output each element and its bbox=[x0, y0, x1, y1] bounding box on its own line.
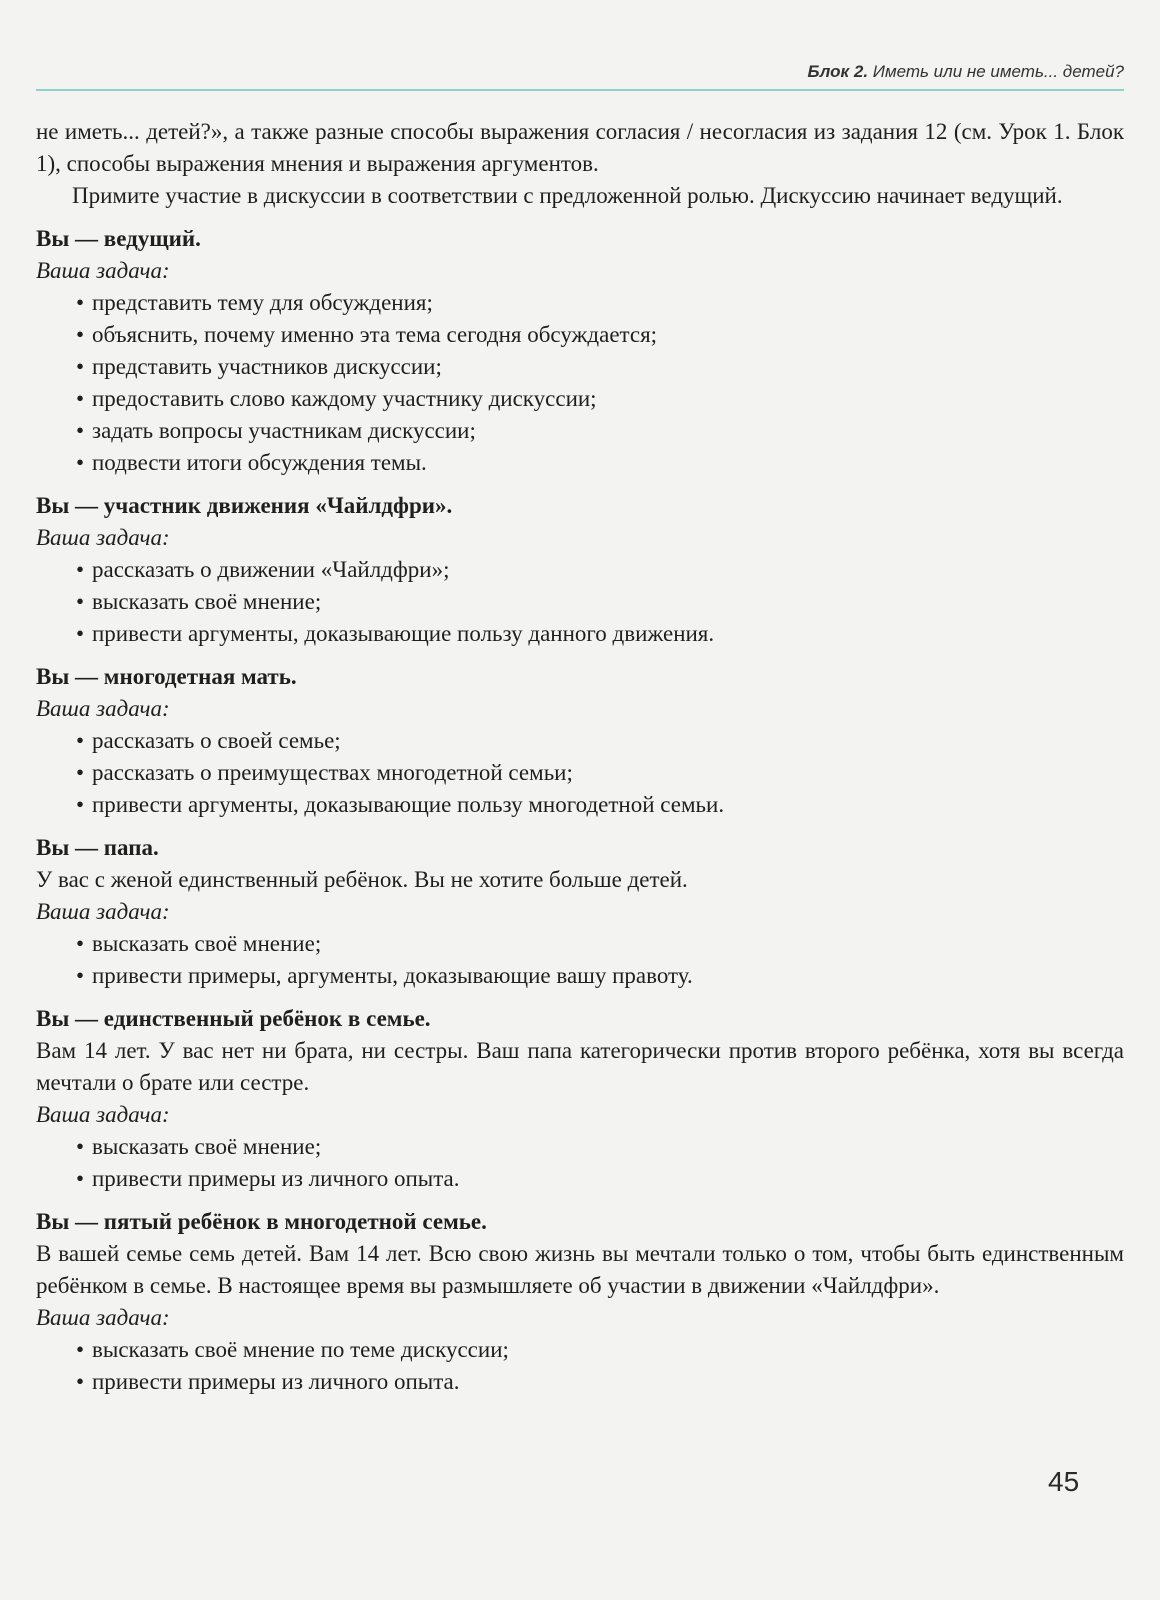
role-title: Вы — участник движения «Чайлдфри». bbox=[36, 493, 453, 518]
task-item: • задать вопросы участникам дискуссии; bbox=[76, 415, 1124, 447]
task-item: • предоставить слово каждому участнику дискуссии; bbox=[76, 383, 1124, 415]
block-title: Иметь или не иметь... детей? bbox=[872, 62, 1124, 81]
task-label: Ваша задача: bbox=[36, 258, 170, 283]
task-item: • привести аргументы, доказывающие пользу данного движения. bbox=[76, 618, 1124, 650]
intro-instruction: Примите участие в дискуссии в соответствии с предложенной ролью. Дискуссию начинает ведущий. bbox=[72, 183, 1063, 208]
page-body bbox=[36, 116, 1124, 1398]
role-description: У вас с женой единственный ребёнок. Вы не хотите больше детей. bbox=[36, 867, 688, 892]
task-item: • привести примеры из личного опыта. bbox=[76, 1366, 1124, 1398]
task-list bbox=[36, 1131, 1124, 1195]
role-fifth-child bbox=[36, 1206, 1124, 1398]
task-item: • высказать своё мнение; bbox=[76, 586, 1124, 618]
task-item: • высказать своё мнение; bbox=[76, 1131, 1124, 1163]
role-host bbox=[36, 223, 1124, 479]
task-item: • рассказать о движении «Чайлдфри»; bbox=[76, 554, 1124, 586]
role-childfree bbox=[36, 490, 1124, 650]
task-label: Ваша задача: bbox=[36, 899, 170, 924]
task-item: • представить участников дискуссии; bbox=[76, 351, 1124, 383]
task-item: • рассказать о преимуществах многодетной семьи; bbox=[76, 757, 1124, 789]
role-title: Вы — папа. bbox=[36, 835, 159, 860]
task-item: • рассказать о своей семье; bbox=[76, 725, 1124, 757]
task-item: • привести аргументы, доказывающие пользу многодетной семьи. bbox=[76, 789, 1124, 821]
task-item: • высказать своё мнение по теме дискуссии; bbox=[76, 1334, 1124, 1366]
task-label: Ваша задача: bbox=[36, 525, 170, 550]
role-title: Вы — ведущий. bbox=[36, 226, 201, 251]
role-description: В вашей семье семь детей. Вам 14 лет. Всю свою жизнь вы мечтали только о том, чтобы быть единственным ребёнком в семье. В настоящее время вы размышляете об участии в движении «Чайлдфри». bbox=[36, 1241, 1124, 1298]
task-list bbox=[36, 725, 1124, 821]
task-list bbox=[36, 1334, 1124, 1398]
running-header bbox=[36, 62, 1124, 82]
role-description: Вам 14 лет. У вас нет ни брата, ни сестры. Ваш папа категорически против второго ребёнка, хотя вы всегда мечтали о брате или сестре. bbox=[36, 1038, 1124, 1095]
task-item: • представить тему для обсуждения; bbox=[76, 287, 1124, 319]
role-mother bbox=[36, 661, 1124, 821]
page-number: 45 bbox=[1048, 1466, 1080, 1497]
task-item: • высказать своё мнение; bbox=[76, 928, 1124, 960]
task-item: • привести примеры, аргументы, доказывающие вашу правоту. bbox=[76, 960, 1124, 992]
block-label: Блок 2. bbox=[807, 62, 869, 81]
task-label: Ваша задача: bbox=[36, 1102, 170, 1127]
task-list bbox=[36, 928, 1124, 992]
task-list bbox=[36, 554, 1124, 650]
task-item: • привести примеры из личного опыта. bbox=[76, 1163, 1124, 1195]
task-item: • подвести итоги обсуждения темы. bbox=[76, 447, 1124, 479]
intro-continuation: не иметь... детей?», а также разные способы выражения согласия / несогласия из задания 12 (см. Урок 1. Блок 1), способы выражения мнения и выражения аргументов. bbox=[36, 119, 1124, 176]
role-only-child bbox=[36, 1003, 1124, 1195]
role-father bbox=[36, 832, 1124, 992]
role-title: Вы — единственный ребёнок в семье. bbox=[36, 1006, 431, 1031]
header-divider bbox=[36, 89, 1124, 91]
task-label: Ваша задача: bbox=[36, 696, 170, 721]
task-list bbox=[36, 287, 1124, 479]
role-title: Вы — многодетная мать. bbox=[36, 664, 297, 689]
role-title: Вы — пятый ребёнок в многодетной семье. bbox=[36, 1209, 487, 1234]
task-item: • объяснить, почему именно эта тема сегодня обсуждается; bbox=[76, 319, 1124, 351]
task-label: Ваша задача: bbox=[36, 1305, 170, 1330]
